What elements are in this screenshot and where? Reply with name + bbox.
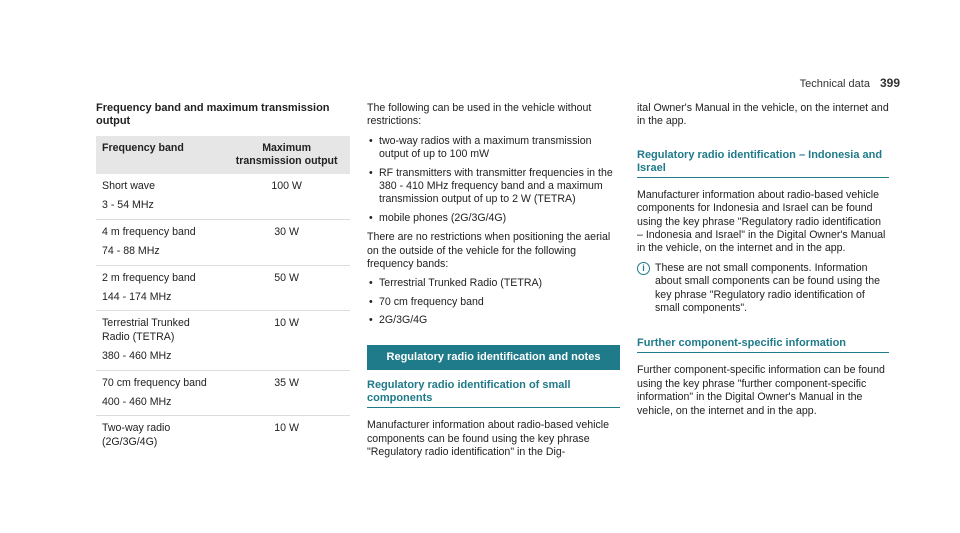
section-name: Technical data <box>799 78 870 90</box>
table-row <box>96 311 350 370</box>
band-name: 2 m frequency band <box>102 271 196 284</box>
page-number: 399 <box>879 76 900 90</box>
further-info-paragraph: Further component-specific information can be found using the key phrase "further component-specific information" in the Digital Owner's Manual in the vehicle, on the internet and in the app. <box>637 364 885 417</box>
list-item: • 2G/3G/4G <box>367 314 620 327</box>
indonesia-israel-paragraph: Manufacturer information about radio-based vehicle components for Indonesia and Israel can be found using the key phrase "Regulatory radio identification – Indonesia and Israel" in the Digital Owner's Manual in the vehicle, on the internet and in the app. <box>637 188 886 255</box>
band-output: 30 W <box>223 219 350 265</box>
header-max-output: Maximum transmission output <box>223 136 350 174</box>
column-3 <box>637 102 889 424</box>
band-name: Short wave <box>102 180 155 192</box>
list-item: • Terrestrial Trunked Radio (TETRA) <box>367 277 620 290</box>
table-header-row <box>96 136 350 174</box>
continued-paragraph: ital Owner's Manual in the vehicle, on the internet and in the app. <box>637 102 889 128</box>
band-range: 74 - 88 MHz <box>102 245 160 258</box>
intro-paragraph: The following can be used in the vehicle without restrictions: <box>367 102 592 128</box>
table-row <box>96 265 350 311</box>
band-output: 35 W <box>223 370 350 416</box>
section-bar-regulatory: Regulatory radio identification and notes <box>367 345 620 370</box>
band-output: 100 W <box>271 180 302 192</box>
manufacturer-info-paragraph: Manufacturer information about radio-based vehicle components can be found using the key phrase "Regulatory radio identification" in the Dig- <box>367 419 610 458</box>
table-row <box>96 416 350 455</box>
band-name: 70 cm frequency band <box>102 376 207 389</box>
table-row <box>96 370 350 416</box>
aerial-paragraph: There are no restrictions when positioning the aerial on the outside of the vehicle for the following frequency bands: <box>367 231 611 271</box>
band-output: 10 W <box>223 416 350 455</box>
aerial-band-list <box>367 277 620 327</box>
list-item: • two-way radios with a maximum transmission output of up to 100 mW <box>367 135 620 162</box>
subheading-small-components: Regulatory radio identification of small components <box>367 379 620 408</box>
list-item: • 70 cm frequency band <box>367 296 620 309</box>
subheading-indonesia-israel: Regulatory radio identification – Indonesia and Israel <box>637 149 889 178</box>
band-range: 400 - 460 MHz <box>102 396 172 409</box>
info-note <box>637 262 889 316</box>
page-header <box>800 76 900 90</box>
band-output: 10 W <box>223 311 350 370</box>
list-item: • mobile phones (2G/3G/4G) <box>367 212 620 225</box>
frequency-table <box>96 136 350 455</box>
info-icon: i <box>637 262 650 275</box>
band-range: 380 - 460 MHz <box>102 350 172 363</box>
restriction-free-list <box>367 135 620 225</box>
band-output: 50 W <box>223 265 350 311</box>
band-name: Two-way radio (2G/3G/4G) <box>102 422 171 448</box>
table-row <box>96 174 350 219</box>
frequency-section-title: Frequency band and maximum transmission output <box>96 102 330 127</box>
note-text: These are not small components. Information about small components can be found using the key phrase "Regulatory radio identification of small components". <box>655 261 880 315</box>
band-name: 4 m frequency band <box>102 225 196 238</box>
band-range: 3 - 54 MHz <box>102 199 154 212</box>
list-item: • RF transmitters with transmitter frequencies in the 380 - 410 MHz frequency band and a maximum transmission output of up to 2 W (TETRA) <box>367 167 620 207</box>
header-frequency-band: Frequency band <box>96 136 223 174</box>
subheading-further-info: Further component-specific information <box>637 337 889 353</box>
band-name: Terrestrial Trunked Radio (TETRA) <box>102 317 190 343</box>
column-2 <box>367 102 620 465</box>
table-row <box>96 219 350 265</box>
band-range: 144 - 174 MHz <box>102 291 172 304</box>
column-1 <box>96 102 350 455</box>
